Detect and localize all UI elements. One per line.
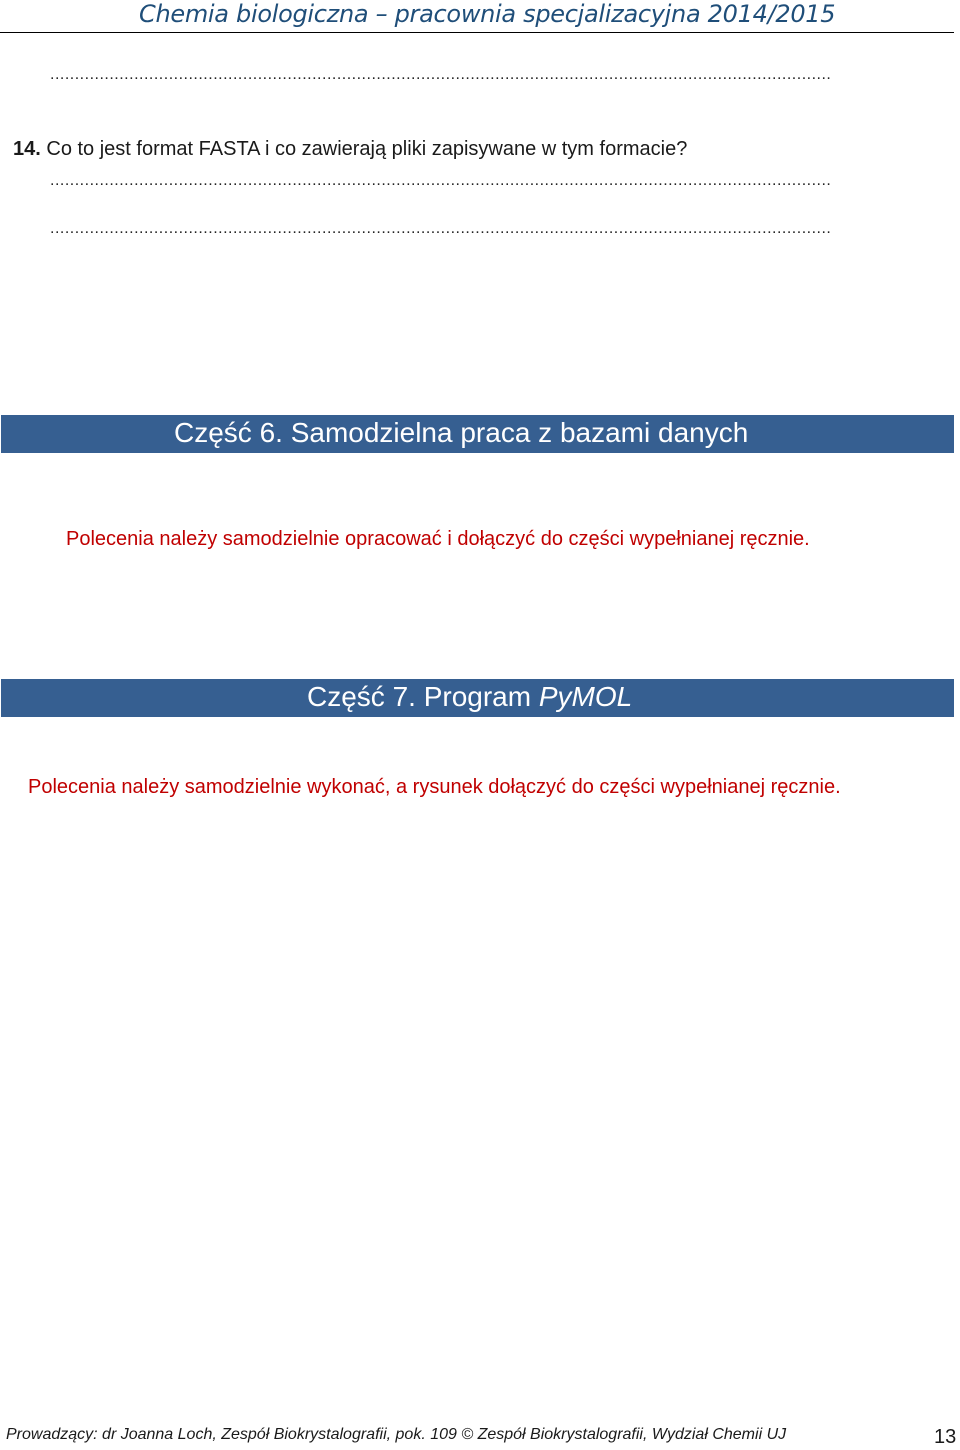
section-7-title <box>307 681 632 713</box>
question-number: 14. <box>13 138 41 160</box>
page-number: 13 <box>934 1426 957 1448</box>
section-6-instruction: Polecenia należy samodzielnie opracować i dołączyć do części wypełnianej ręcznie. <box>66 528 810 550</box>
section-6-bar <box>1 415 954 453</box>
question-text: Co to jest format FASTA i co zawierają pliki zapisywane w tym formacie? <box>40 138 688 160</box>
section-7-instruction: Polecenia należy samodzielnie wykonać, a rysunek dołączyć do części wypełnianej ręcznie. <box>28 776 841 798</box>
section-6-title: Część 6. Samodzielna praca z bazami danych <box>174 417 749 448</box>
answer-line-q14-b: .............................................................................................................................................................. <box>50 220 832 237</box>
header-title: Chemia biologiczna – pracownia specjalizacyjna 2014/2015 <box>139 0 836 28</box>
page-header <box>0 0 954 33</box>
page-footer: Prowadzący: dr Joanna Loch, Zespół Biokrystalografii, pok. 109 © Zespół Biokrystalografii, Wydział Chemii UJ <box>6 1426 787 1443</box>
section-7-bar <box>1 679 954 717</box>
section-7-title-prefix: Część 7. Program <box>307 681 539 712</box>
question-14 <box>13 138 687 161</box>
answer-line-top: .............................................................................................................................................................. <box>50 66 832 83</box>
section-7-title-program: PyMOL <box>538 681 633 712</box>
answer-line-q14-a: .............................................................................................................................................................. <box>50 172 832 189</box>
